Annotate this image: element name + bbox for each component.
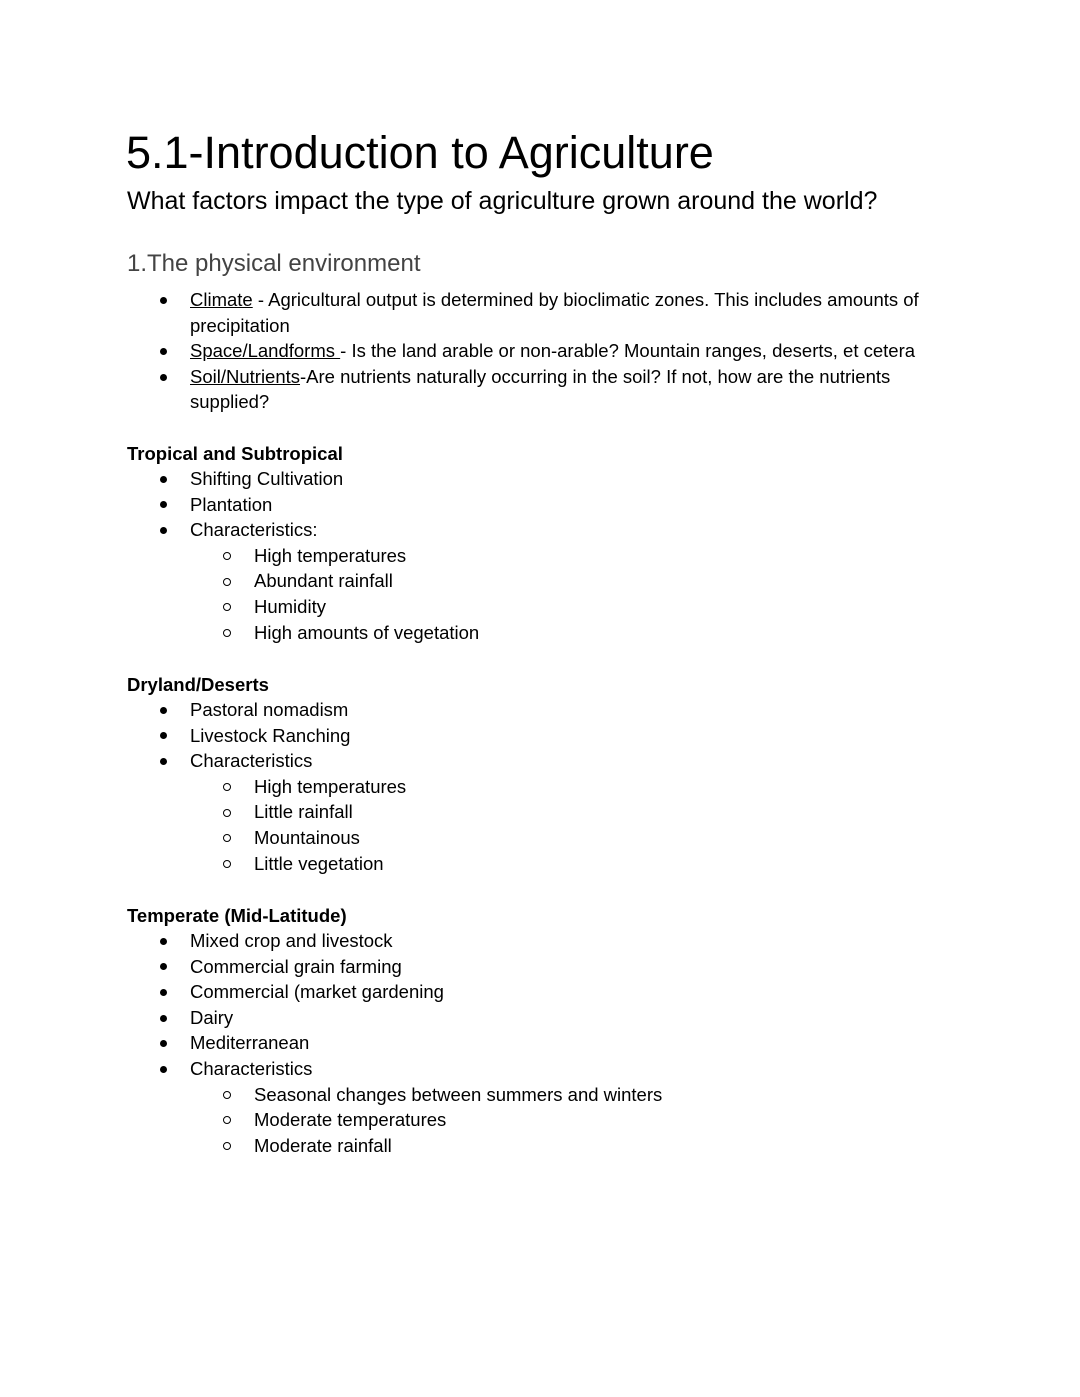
heading-dryland: Dryland/Deserts <box>127 674 269 695</box>
page-title: 5.1-Introduction to Agriculture <box>126 127 714 178</box>
hollow-bullet-icon <box>222 1107 232 1133</box>
sub-list-item <box>0 774 1080 800</box>
bullet-icon <box>158 466 168 492</box>
list-item <box>0 1005 1080 1031</box>
list-item-text: Commercial (market gardening <box>190 981 444 1003</box>
list-item-text: Mediterranean <box>190 1032 310 1054</box>
sub-list-item <box>0 825 1080 851</box>
sub-list-item <box>0 1082 1080 1108</box>
physical-environment-list <box>0 287 1080 415</box>
term-soil-nutrients: Soil/Nutrients <box>190 365 301 387</box>
list-item <box>0 1030 1080 1056</box>
hollow-bullet-icon <box>222 1133 232 1159</box>
bullet-icon <box>158 979 168 1005</box>
sub-list-item <box>0 543 1080 569</box>
temperate-list <box>0 928 1080 1158</box>
sub-list-item <box>0 1107 1080 1133</box>
tropical-list <box>0 466 1080 645</box>
hollow-bullet-icon <box>222 594 232 620</box>
bullet-icon <box>158 748 168 774</box>
list-item <box>0 338 950 364</box>
hollow-bullet-icon <box>222 799 232 825</box>
list-item-text: Little vegetation <box>254 852 384 874</box>
list-item-text: Shifting Cultivation <box>190 468 344 489</box>
list-item <box>0 928 1080 954</box>
list-item-text: - Is the land arable or non-arable? Mountain ranges, deserts, et cetera <box>340 340 916 362</box>
bullet-icon <box>158 1005 168 1031</box>
list-item <box>0 954 1080 980</box>
list-item-text: High temperatures <box>254 544 407 566</box>
list-item-text: Mountainous <box>254 826 360 848</box>
hollow-bullet-icon <box>222 1082 232 1108</box>
list-item-text: Commercial grain farming <box>190 955 402 977</box>
heading-tropical: Tropical and Subtropical <box>127 443 343 464</box>
list-item-text: Moderate temperatures <box>254 1109 447 1131</box>
hollow-bullet-icon <box>222 825 232 851</box>
bullet-icon <box>158 928 168 954</box>
list-item-text: Little rainfall <box>254 801 353 823</box>
list-item-text: -Are nutrients naturally occurring in the soil? If not, how are the nutrients supplied? <box>190 365 891 413</box>
term-space-landforms: Space/Landforms <box>190 340 341 362</box>
list-item <box>0 979 1080 1005</box>
hollow-bullet-icon <box>222 568 232 594</box>
bullet-icon <box>158 492 168 518</box>
list-item <box>0 287 950 338</box>
bullet-icon <box>158 517 168 543</box>
list-item-text: Humidity <box>254 595 326 617</box>
bullet-icon <box>158 1030 168 1056</box>
hollow-bullet-icon <box>222 851 232 877</box>
sub-list-item <box>0 851 1080 877</box>
list-item <box>0 466 1080 492</box>
list-item-text: Mixed crop and livestock <box>190 930 393 951</box>
list-item-text: Characteristics <box>190 750 313 772</box>
list-item-text: Pastoral nomadism <box>190 699 349 720</box>
list-item-text: High temperatures <box>254 775 407 797</box>
sub-list-item <box>0 594 1080 620</box>
list-item-text: High amounts of vegetation <box>254 621 480 643</box>
list-item-text: Moderate rainfall <box>254 1134 392 1156</box>
term-climate: Climate <box>190 289 253 310</box>
bullet-icon <box>158 954 168 980</box>
bullet-icon <box>158 697 168 723</box>
section-heading-physical-environment: 1.The physical environment <box>127 250 421 277</box>
hollow-bullet-icon <box>222 774 232 800</box>
hollow-bullet-icon <box>222 620 232 646</box>
bullet-icon <box>158 1056 168 1082</box>
bullet-icon <box>158 338 168 364</box>
list-item-text: Characteristics <box>190 1057 313 1079</box>
list-item-text: Abundant rainfall <box>254 570 393 592</box>
bullet-icon <box>158 364 168 390</box>
list-item-text: Characteristics: <box>190 519 318 541</box>
bullet-icon <box>158 287 168 313</box>
bullet-icon <box>158 723 168 749</box>
list-item-text: Seasonal changes between summers and winters <box>254 1083 663 1105</box>
list-item <box>0 1056 1080 1082</box>
list-item <box>0 517 1080 543</box>
list-item <box>0 748 1080 774</box>
heading-temperate: Temperate (Mid-Latitude) <box>127 905 347 926</box>
list-item <box>0 492 1080 518</box>
list-item <box>0 723 1080 749</box>
hollow-bullet-icon <box>222 543 232 569</box>
page-subtitle: What factors impact the type of agriculture grown around the world? <box>127 187 878 215</box>
list-item-text: - Agricultural output is determined by bioclimatic zones. This includes amounts of precipitation <box>190 289 919 336</box>
sub-list-item <box>0 799 1080 825</box>
sub-list-item <box>0 1133 1080 1159</box>
dryland-list <box>0 697 1080 876</box>
list-item-text: Plantation <box>190 493 273 515</box>
list-item-text: Livestock Ranching <box>190 724 351 746</box>
list-item-text: Dairy <box>190 1006 234 1028</box>
list-item <box>0 697 1080 723</box>
sub-list-item <box>0 568 1080 594</box>
list-item <box>0 364 950 415</box>
sub-list-item <box>0 620 1080 646</box>
